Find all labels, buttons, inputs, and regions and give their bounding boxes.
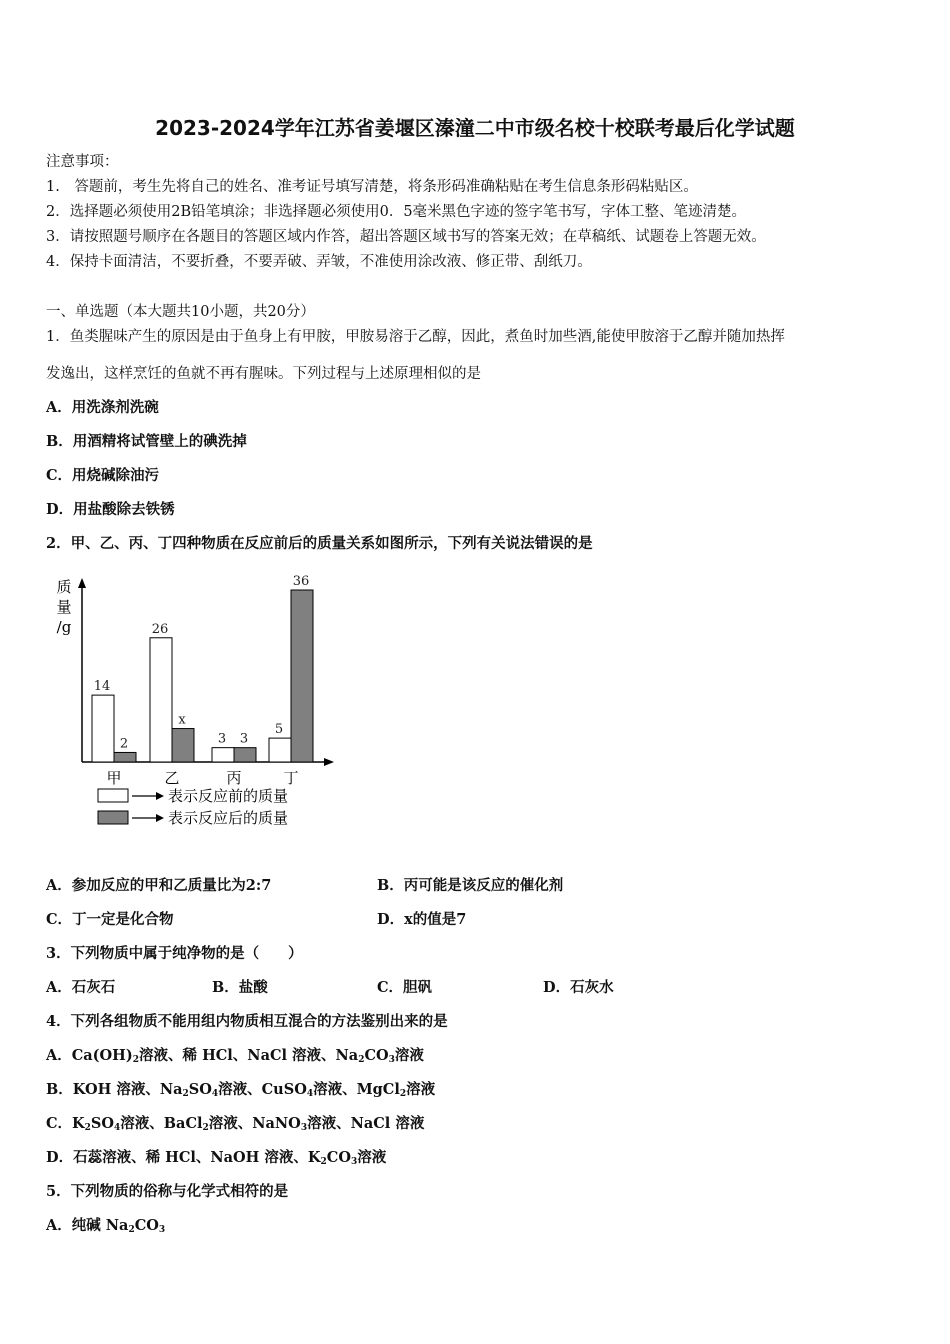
bar-value-label: 36 — [292, 574, 310, 589]
notice-item: 4．保持卡面清洁，不要折叠，不要弄破、弄皱，不准使用涂改液、修正带、刮纸刀。 — [46, 254, 592, 270]
notice-item: 2．选择题必须使用2B铅笔填涂；非选择题必须使用0．5毫米黑色字迹的签字笔书写，字体工整、笔迹清楚。 — [46, 204, 747, 220]
x-axis-arrow — [324, 758, 334, 766]
question-2-stem: 2．甲、乙、丙、丁四种物质在反应前后的质量关系如图所示，下列有关说法错误的是 — [46, 535, 593, 552]
question-1-option-c: C．用烧碱除油污 — [46, 467, 160, 484]
x-tick-label: 丁 — [283, 769, 299, 787]
bar-value-label: 3 — [217, 731, 227, 747]
mass-bar-chart — [50, 568, 350, 848]
legend-swatch — [98, 789, 128, 802]
bar-value-label: 26 — [151, 621, 169, 637]
bar — [114, 752, 136, 762]
option-text: CO — [134, 1217, 159, 1234]
option-text: A．纯碱 Na — [46, 1217, 129, 1234]
bar-value-label: 14 — [93, 679, 111, 695]
bar — [212, 748, 234, 762]
question-3-option-c: C．胆矾 — [377, 979, 433, 996]
section-heading: 一、单选题（本大题共10小题，共20分） — [46, 304, 315, 320]
question-1-stem: 1．鱼类腥味产生的原因是由于鱼身上有甲胺，甲胺易溶于乙醇，因此，煮鱼时加些酒,能使甲胺溶于乙醇并随加热挥 — [46, 329, 785, 345]
y-axis-arrow — [78, 578, 86, 588]
question-1-option-a: A．用洗涤剂洗碗 — [46, 399, 159, 416]
subscript: 3 — [158, 1225, 166, 1235]
question-2-option-d: D．x的值是7 — [377, 911, 467, 928]
bar-value-label: x — [178, 712, 186, 728]
question-1-stem-cont: 发逸出，这样烹饪的鱼就不再有腥味。下列过程与上述原理相似的是 — [46, 366, 481, 382]
question-2-option-a: A．参加反应的甲和乙质量比为2:7 — [46, 877, 272, 894]
question-4-stem: 4．下列各组物质不能用组内物质相互混合的方法鉴别出来的是 — [46, 1013, 448, 1030]
notice-heading: 注意事项： — [46, 154, 119, 170]
x-tick-label: 甲 — [106, 769, 122, 787]
bar — [291, 590, 313, 762]
question-2-option-b: B．丙可能是该反应的催化剂 — [377, 877, 564, 894]
y-axis-label: 质 — [56, 578, 72, 596]
notice-item: 1. 答题前，考生先将自己的姓名、准考证号填写清楚，将条形码准确粘贴在考生信息条形码粘贴区。 — [46, 179, 698, 195]
bar — [269, 738, 291, 762]
y-axis-label: /g — [56, 618, 72, 636]
legend-arrow-icon — [156, 792, 164, 800]
page-title: 2023-2024学年江苏省姜堰区溱潼二中市级名校十校联考最后化学试题 — [155, 116, 795, 140]
question-4-option-c: C．$K_2SO_4$溶液、BaCl$_2$溶液、NaNO$_3$溶液、NaCl 溶液 — [46, 1115, 425, 1133]
question-3-stem: 3．下列物质中属于纯净物的是（ ） — [46, 945, 303, 962]
bar — [172, 729, 194, 762]
x-tick-label: 乙 — [164, 769, 180, 787]
question-3-option-b: B．盐酸 — [212, 979, 268, 996]
question-1-option-d: D．用盐酸除去铁锈 — [46, 501, 175, 518]
question-3-option-d: D．石灰水 — [543, 979, 614, 996]
question-1-option-b: B．用酒精将试管壁上的碘洗掉 — [46, 433, 247, 450]
bar — [234, 748, 256, 762]
bar-value-label: 2 — [119, 736, 129, 752]
x-tick-label: 丙 — [226, 769, 242, 787]
question-3-option-a: A．石灰石 — [46, 979, 116, 996]
bar-value-label: 3 — [239, 731, 249, 747]
bar — [92, 695, 114, 762]
bar — [150, 638, 172, 762]
subscript: 2 — [128, 1225, 135, 1235]
legend-label: 表示反应前的质量 — [168, 787, 289, 805]
y-axis-label: 量 — [56, 598, 72, 616]
legend-label: 表示反应后的质量 — [168, 809, 289, 827]
legend-swatch — [98, 811, 128, 824]
question-5-stem: 5．下列物质的俗称与化学式相符的是 — [46, 1183, 289, 1200]
question-2-option-c: C．丁一定是化合物 — [46, 911, 174, 928]
question-4-option-b: B．KOH 溶液、$Na_2SO_4$溶液、CuSO$_4$溶液、MgCl$_2$溶液 — [46, 1081, 436, 1099]
question-5-option-a — [46, 1216, 165, 1240]
bar-value-label: 5 — [274, 722, 284, 738]
question-4-option-a: A．$Ca(OH)_2$溶液、稀 HCl、NaCl 溶液、$Na_2CO_3$溶液 — [46, 1047, 424, 1065]
notice-item: 3．请按照题号顺序在各题目的答题区域内作答，超出答题区域书写的答案无效；在草稿纸、试题卷上答题无效。 — [46, 229, 766, 245]
question-4-option-d: D．石蕊溶液、稀 HCl、NaOH 溶液、$K_2CO_3$溶液 — [46, 1149, 387, 1167]
legend-arrow-icon — [156, 814, 164, 822]
